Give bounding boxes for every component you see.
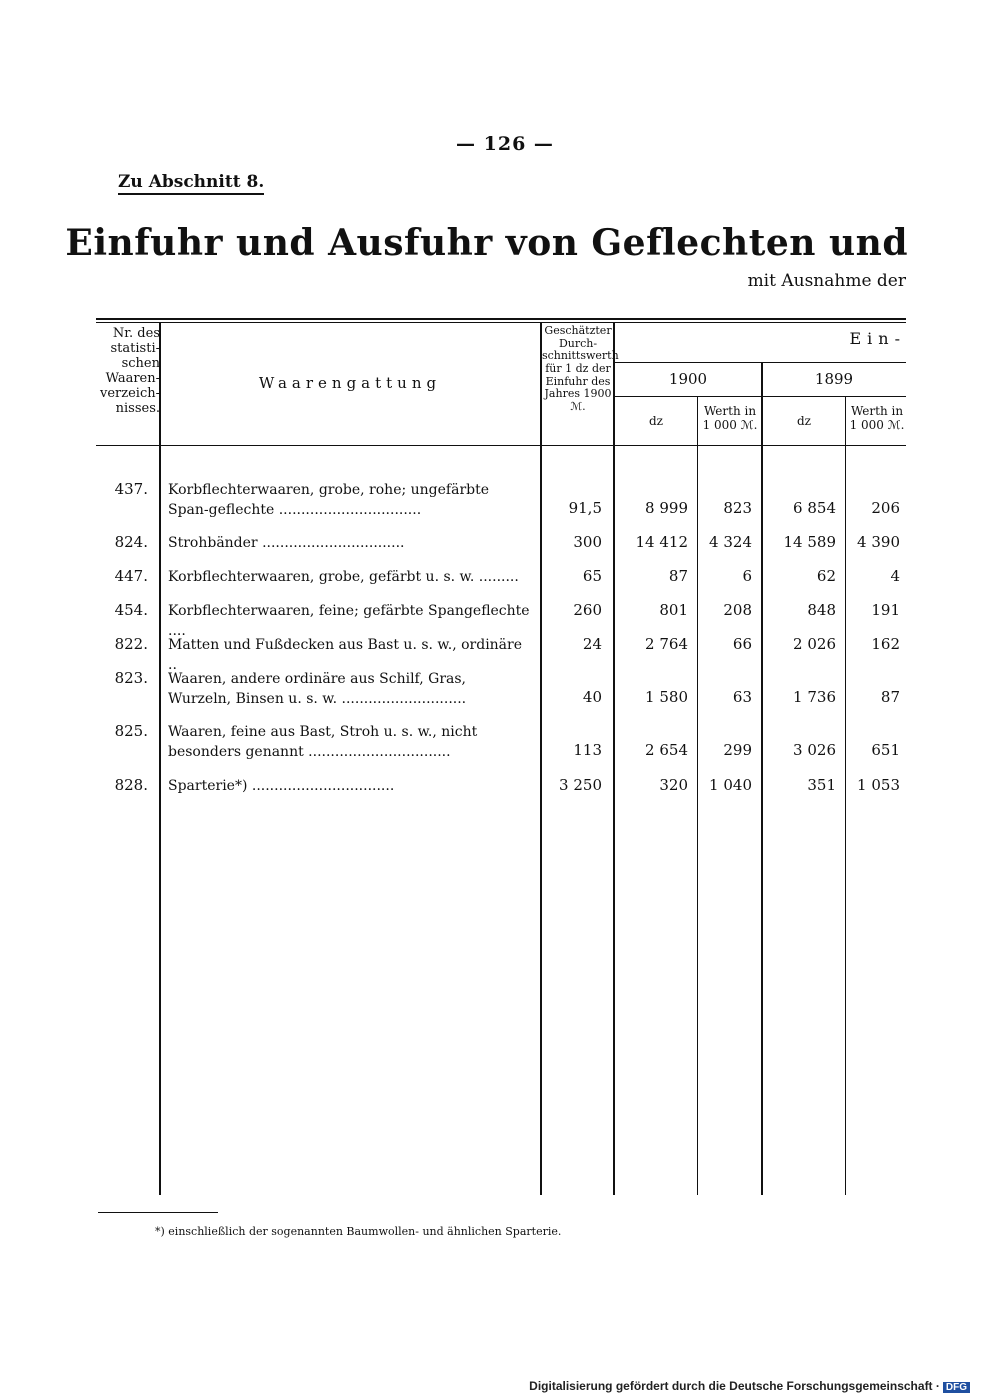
row-description: Waaren, feine aus Bast, Stroh u. s. w., nicht besonders genannt ................................	[168, 724, 478, 760]
row-werth-1899: 87	[880, 688, 900, 706]
row-werth-1900: 299	[723, 741, 752, 759]
header-price: Geschätzter Durch-schnittswerth für 1 dz der Einfuhr des Jahres 1900 ℳ.	[542, 324, 619, 413]
header-bottom-rule	[96, 445, 906, 446]
row-nr: 454.	[114, 601, 148, 619]
row-dz-1899: 1 736	[793, 688, 836, 706]
row-werth-1899: 4 390	[857, 533, 900, 551]
row-description: Sparterie*) ................................	[168, 778, 395, 794]
row-dz-1900: 14 412	[635, 533, 688, 551]
row-werth-1899: 4	[890, 567, 900, 585]
row-price: 3 250	[559, 776, 602, 794]
table-top-rule	[96, 318, 906, 320]
header-year-1899: 1899	[814, 370, 854, 388]
row-werth-1899: 206	[871, 499, 900, 517]
row-dz-1899: 62	[816, 567, 836, 585]
footnote: *) einschließlich der sogenannten Baumwollen- und ähnlichen Sparterie.	[155, 1225, 562, 1238]
row-dz-1899: 3 026	[793, 741, 836, 759]
dfg-logo: DFG	[943, 1382, 970, 1393]
row-description: Matten und Fußdecken aus Bast u. s. w., ordinäre ..	[168, 637, 523, 673]
row-price: 40	[582, 688, 602, 706]
header-waarengattung: Waarengattung	[258, 374, 442, 392]
col-divider-1	[159, 322, 161, 1195]
row-werth-1900: 823	[723, 499, 752, 517]
row-dz-1900: 1 580	[645, 688, 688, 706]
row-nr: 824.	[114, 533, 148, 551]
row-werth-1899: 162	[871, 635, 900, 653]
row-description: Korbflechterwaaren, grobe, rohe; ungefärbte Span-geflechte ................................	[168, 482, 490, 518]
row-price: 113	[573, 741, 602, 759]
year-underline	[614, 396, 906, 397]
row-price: 300	[573, 533, 602, 551]
row-price: 91,5	[568, 499, 602, 517]
row-werth-1900: 63	[732, 688, 752, 706]
footnote-rule	[98, 1212, 218, 1213]
header-einfuhr: Ein-	[849, 329, 906, 348]
row-dz-1899: 6 854	[793, 499, 836, 517]
header-werth-1899: Werth in 1 000 ℳ.	[849, 404, 905, 432]
row-price: 65	[582, 567, 602, 585]
row-description: Strohbänder ................................	[168, 535, 405, 551]
row-price: 260	[573, 601, 602, 619]
row-dz-1899: 848	[807, 601, 836, 619]
row-werth-1900: 66	[732, 635, 752, 653]
row-werth-1900: 1 040	[709, 776, 752, 794]
row-dz-1900: 2 654	[645, 741, 688, 759]
row-nr: 822.	[114, 635, 148, 653]
header-werth-1900: Werth in 1 000 ℳ.	[702, 404, 758, 432]
row-dz-1900: 87	[668, 567, 688, 585]
row-werth-1899: 651	[871, 741, 900, 759]
page-title: Einfuhr und Ausfuhr von Geflechten und	[65, 222, 908, 264]
digitalisation-text: Digitalisierung gefördert durch die Deutsche Forschungsgemeinschaft ·	[529, 1379, 940, 1393]
digitalisation-note	[529, 1379, 970, 1393]
row-nr: 447.	[114, 567, 148, 585]
header-dz-1900: dz	[648, 414, 663, 428]
row-dz-1899: 351	[807, 776, 836, 794]
row-werth-1899: 1 053	[857, 776, 900, 794]
ein-underline	[614, 362, 906, 363]
row-dz-1899: 14 589	[783, 533, 836, 551]
row-werth-1900: 208	[723, 601, 752, 619]
row-price: 24	[582, 635, 602, 653]
row-werth-1900: 4 324	[709, 533, 752, 551]
row-dz-1900: 320	[659, 776, 688, 794]
table-top-rule-thin	[96, 322, 906, 323]
row-nr: 825.	[114, 722, 148, 740]
header-dz-1899: dz	[796, 414, 811, 428]
row-dz-1900: 801	[659, 601, 688, 619]
row-dz-1900: 2 764	[645, 635, 688, 653]
header-nr: Nr. des statisti-schen Waaren-verzeich-nisses.	[100, 326, 160, 416]
row-nr: 437.	[114, 480, 148, 498]
page-subtitle: mit Ausnahme der	[747, 271, 906, 291]
row-description: Korbflechterwaaren, grobe, gefärbt u. s. w. .........	[168, 569, 519, 585]
row-werth-1899: 191	[871, 601, 900, 619]
row-nr: 823.	[114, 669, 148, 687]
page-number: — 126 —	[456, 133, 554, 155]
row-werth-1900: 6	[742, 567, 752, 585]
row-nr: 828.	[114, 776, 148, 794]
header-year-1900: 1900	[668, 370, 708, 388]
row-description: Waaren, andere ordinäre aus Schilf, Gras, Wurzeln, Binsen u. s. w. ............................	[168, 671, 467, 707]
row-dz-1899: 2 026	[793, 635, 836, 653]
section-label: Zu Abschnitt 8.	[118, 172, 264, 195]
row-description: Korbflechterwaaren, feine; gefärbte Spangeflechte ....	[168, 603, 530, 639]
row-dz-1900: 8 999	[645, 499, 688, 517]
